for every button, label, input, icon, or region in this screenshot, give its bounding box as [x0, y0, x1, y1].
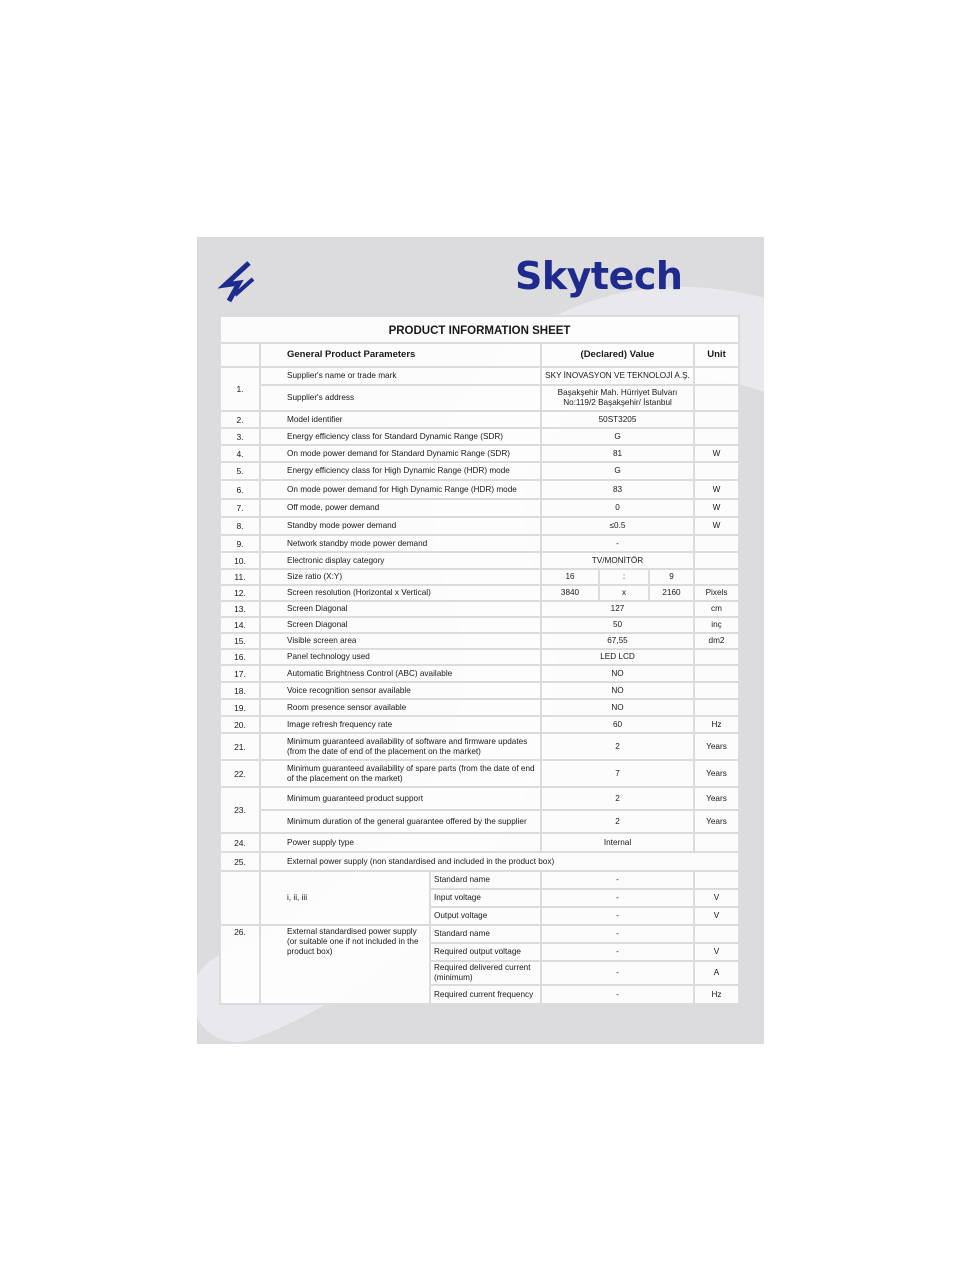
param-unit: Years: [694, 787, 739, 810]
ps-item-unit: [694, 925, 739, 943]
param-label: Panel technology used: [260, 649, 541, 665]
param-label: Supplier's address: [260, 385, 541, 411]
param-unit: inç: [694, 617, 739, 633]
header-params: General Product Parameters: [260, 343, 541, 367]
skytech-logo-icon: [217, 259, 263, 305]
param-unit: Years: [694, 810, 739, 833]
ps-item-unit: A: [694, 961, 739, 985]
value-x: 3840: [541, 585, 599, 601]
row-number: 1.: [220, 367, 260, 411]
table-row: [220, 716, 739, 733]
header-value: (Declared) Value: [541, 343, 694, 367]
table-row: [220, 428, 739, 445]
param-value: 7: [541, 760, 694, 787]
header-num: [220, 343, 260, 367]
param-value: G: [541, 462, 694, 480]
row-number: 11.: [220, 569, 260, 585]
param-label: Power supply type: [260, 833, 541, 852]
table-row: [220, 517, 739, 535]
ps-item-value: -: [541, 889, 694, 907]
table-row: [220, 569, 739, 585]
param-unit: [694, 462, 739, 480]
param-label: Visible screen area: [260, 633, 541, 649]
param-label: Minimum guaranteed availability of spare parts (from the date of end of the placement on the market): [260, 760, 541, 787]
param-value: 60: [541, 716, 694, 733]
ps-item-unit: V: [694, 889, 739, 907]
row-number: 26.: [220, 925, 260, 1004]
param-label: Network standby mode power demand: [260, 535, 541, 552]
param-unit: [694, 833, 739, 852]
param-label: Automatic Brightness Control (ABC) available: [260, 665, 541, 682]
param-label: Minimum duration of the general guarantee offered by the supplier: [260, 810, 541, 833]
row-number: 20.: [220, 716, 260, 733]
row-number: 21.: [220, 733, 260, 760]
param-value: -: [541, 535, 694, 552]
header-unit: Unit: [694, 343, 739, 367]
table-row: [220, 810, 739, 833]
row-number: 3.: [220, 428, 260, 445]
ps-item-value: -: [541, 961, 694, 985]
row-number: 4.: [220, 445, 260, 462]
value-sep: x: [599, 585, 649, 601]
param-unit: W: [694, 499, 739, 517]
param-label: External power supply (non standardised and included in the product box): [260, 852, 739, 871]
param-label: Model identifier: [260, 411, 541, 428]
ps-item-value: -: [541, 871, 694, 889]
param-label: Voice recognition sensor available: [260, 682, 541, 699]
sheet-title: PRODUCT INFORMATION SHEET: [220, 316, 739, 343]
row-number: 18.: [220, 682, 260, 699]
table-row: [220, 925, 739, 943]
row-number: 16.: [220, 649, 260, 665]
row-number: 14.: [220, 617, 260, 633]
param-unit: cm: [694, 601, 739, 617]
value-sep: :: [599, 569, 649, 585]
param-unit: dm2: [694, 633, 739, 649]
table-row: [220, 445, 739, 462]
param-label: Size ratio (X:Y): [260, 569, 541, 585]
param-label: Energy efficiency class for High Dynamic Range (HDR) mode: [260, 462, 541, 480]
row-number: 22.: [220, 760, 260, 787]
param-label: Energy efficiency class for Standard Dynamic Range (SDR): [260, 428, 541, 445]
param-unit: [694, 411, 739, 428]
param-value: SKY İNOVASYON VE TEKNOLOJİ A.Ş.: [541, 367, 694, 385]
table-row: [220, 462, 739, 480]
param-label: Off mode, power demand: [260, 499, 541, 517]
param-unit: [694, 699, 739, 716]
table-row: [220, 535, 739, 552]
param-unit: [694, 535, 739, 552]
param-unit: [694, 552, 739, 569]
ps-item-value: -: [541, 907, 694, 925]
param-unit: [694, 665, 739, 682]
row-number: 25.: [220, 852, 260, 871]
param-label: Room presence sensor available: [260, 699, 541, 716]
product-info-table: [219, 315, 740, 1005]
param-unit: [694, 428, 739, 445]
row-number: 24.: [220, 833, 260, 852]
param-value: TV/MONİTÖR: [541, 552, 694, 569]
ps-item-unit: V: [694, 907, 739, 925]
param-unit: W: [694, 517, 739, 535]
row-number: 15.: [220, 633, 260, 649]
param-label: On mode power demand for High Dynamic Range (HDR) mode: [260, 480, 541, 499]
param-value: 50ST3205: [541, 411, 694, 428]
param-unit: W: [694, 480, 739, 499]
param-unit: Years: [694, 733, 739, 760]
row-number: 17.: [220, 665, 260, 682]
param-unit: [694, 367, 739, 385]
param-value: Başakşehir Mah. Hürriyet Bulvarı No:119/2 Başakşehir/ İstanbul: [541, 385, 694, 411]
table-row: [220, 833, 739, 852]
param-unit: [694, 649, 739, 665]
param-value: 127: [541, 601, 694, 617]
param-unit: [694, 682, 739, 699]
param-value: 2: [541, 733, 694, 760]
table-row: [220, 699, 739, 716]
param-unit: Hz: [694, 716, 739, 733]
param-value: 2: [541, 787, 694, 810]
ps-item-value: -: [541, 925, 694, 943]
param-value: 67,55: [541, 633, 694, 649]
ps-item-name: Required output voltage: [430, 943, 541, 961]
ps-std-label: External standardised power supply (or suitable one if not included in the product box): [260, 925, 430, 1004]
ps-item-name: Standard name: [430, 925, 541, 943]
table-row: [220, 343, 739, 367]
table-row: [220, 585, 739, 601]
table-row: [220, 760, 739, 787]
value-x: 16: [541, 569, 599, 585]
table-row: [220, 601, 739, 617]
param-value: 50: [541, 617, 694, 633]
row-number: 9.: [220, 535, 260, 552]
param-value: NO: [541, 682, 694, 699]
param-unit: [694, 385, 739, 411]
param-label: Minimum guaranteed availability of software and firmware updates (from the date of end of the placement on the market): [260, 733, 541, 760]
ps-item-name: Required current frequency: [430, 985, 541, 1004]
param-label: Electronic display category: [260, 552, 541, 569]
param-label: Screen resolution (Horizontal x Vertical): [260, 585, 541, 601]
row-number: 5.: [220, 462, 260, 480]
param-value: Internal: [541, 833, 694, 852]
param-unit: Years: [694, 760, 739, 787]
ps-item-name: Required delivered current (minimum): [430, 961, 541, 985]
ps-item-value: -: [541, 985, 694, 1004]
row-number: 8.: [220, 517, 260, 535]
param-value: 2: [541, 810, 694, 833]
table-row: [220, 480, 739, 499]
param-value: 0: [541, 499, 694, 517]
product-sheet: [197, 237, 764, 1044]
row-number: 10.: [220, 552, 260, 569]
param-label: Screen Diagonal: [260, 601, 541, 617]
table-row: [220, 649, 739, 665]
row-number: 7.: [220, 499, 260, 517]
table-row: [220, 665, 739, 682]
value-y: 9: [649, 569, 694, 585]
param-value: NO: [541, 699, 694, 716]
param-value: 81: [541, 445, 694, 462]
ps-item-unit: [694, 871, 739, 889]
param-label: Minimum guaranteed product support: [260, 787, 541, 810]
ps-item-name: Standard name: [430, 871, 541, 889]
table-row: [220, 852, 739, 871]
param-value: 83: [541, 480, 694, 499]
table-row: [220, 411, 739, 428]
row-number: 12.: [220, 585, 260, 601]
param-value: LED LCD: [541, 649, 694, 665]
row-number: 2.: [220, 411, 260, 428]
table-row: [220, 733, 739, 760]
value-y: 2160: [649, 585, 694, 601]
param-value: ≤0.5: [541, 517, 694, 535]
ps-item-value: -: [541, 943, 694, 961]
ps-item-name: Output voltage: [430, 907, 541, 925]
ps-item-unit: V: [694, 943, 739, 961]
param-label: Standby mode power demand: [260, 517, 541, 535]
table-row: [220, 633, 739, 649]
row-number-empty: [220, 871, 260, 925]
table-row: [220, 682, 739, 699]
param-unit: W: [694, 445, 739, 462]
param-label: Supplier's name or trade mark: [260, 367, 541, 385]
row-number: 23.: [220, 787, 260, 833]
table-row: [220, 787, 739, 810]
ps-item-unit: Hz: [694, 985, 739, 1004]
row-number: 13.: [220, 601, 260, 617]
ps-item-name: Input voltage: [430, 889, 541, 907]
param-value: G: [541, 428, 694, 445]
table-row: [220, 499, 739, 517]
table-row: [220, 385, 739, 411]
table-row: [220, 367, 739, 385]
param-value: NO: [541, 665, 694, 682]
table-row: [220, 617, 739, 633]
brand-logo-text: Skytech: [515, 254, 683, 298]
param-label: On mode power demand for Standard Dynamic Range (SDR): [260, 445, 541, 462]
ps-nonstd-label: i, ii, iii: [260, 871, 430, 925]
table-row: [220, 871, 739, 889]
param-unit: Pixels: [694, 585, 739, 601]
table-row: [220, 552, 739, 569]
param-unit: [694, 569, 739, 585]
row-number: 6.: [220, 480, 260, 499]
param-label: Screen Diagonal: [260, 617, 541, 633]
table-row: [220, 316, 739, 343]
param-label: Image refresh frequency rate: [260, 716, 541, 733]
row-number: 19.: [220, 699, 260, 716]
